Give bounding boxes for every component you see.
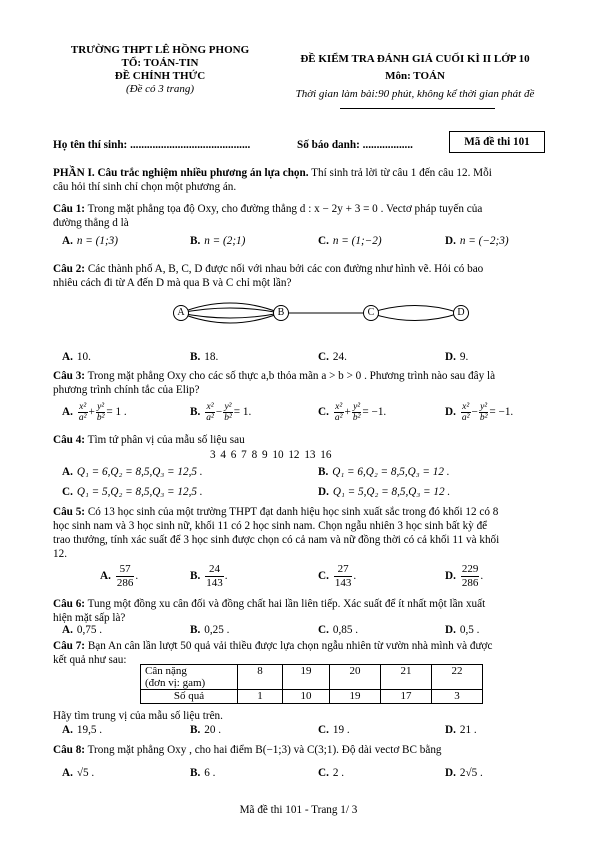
node-c: C bbox=[363, 305, 379, 321]
q5-option-b[interactable]: B. $\frac{24}{143}$ . bbox=[190, 563, 228, 589]
exam-code-box: Mã đề thi 101 bbox=[449, 131, 545, 153]
table-row bbox=[141, 690, 483, 704]
table-cell: 19 bbox=[330, 690, 381, 704]
node-d: D bbox=[453, 305, 469, 321]
q2-option-d[interactable]: D. 9. bbox=[445, 351, 469, 363]
q3-option-c[interactable]: C. $\frac{\text{x²}}{\text{a²}}$ + $\frac{\text{y²}}{\text{b²}}$ = −1. bbox=[318, 402, 387, 423]
table-cell: 8 bbox=[238, 665, 283, 690]
q6-option-a[interactable]: A. 0,75 . bbox=[62, 624, 103, 636]
department: TỔ: TOÁN-TIN bbox=[121, 57, 199, 69]
table-cell: 21 bbox=[381, 665, 432, 690]
q5-option-c[interactable]: C. $\frac{27}{143}$ . bbox=[318, 563, 357, 589]
subject: Môn: TOÁN bbox=[385, 70, 445, 82]
q1-option-c[interactable]: C. n = (1;−2) bbox=[318, 235, 382, 247]
q6-option-c[interactable]: C. 0,85 . bbox=[318, 624, 359, 636]
node-b: B bbox=[273, 305, 289, 321]
question-7: Câu 7: Bạn An cân lần lượt 50 quả vải thiều được lựa chọn ngẫu nhiên từ vườn nhà mình và được kết quả như sau: bbox=[53, 640, 493, 666]
q7-prompt: Hãy tìm trung vị của mẫu số liệu trên. bbox=[53, 710, 223, 722]
q8-option-d[interactable]: D. 2√5 . bbox=[445, 767, 483, 779]
header-divider bbox=[340, 108, 495, 109]
table-cell: 20 bbox=[330, 665, 381, 690]
table-header-cell: Cân nặng (đơn vị: gam) bbox=[141, 665, 238, 690]
exam-time: Thời gian làm bài:90 phút, không kể thời gian phát đề bbox=[295, 88, 535, 100]
q5-option-a[interactable]: A. $\frac{57}{286}$ . bbox=[100, 563, 139, 589]
question-4: Câu 4: Tìm tứ phân vị của mẫu số liệu sau bbox=[53, 434, 245, 446]
question-3: Câu 3: Trong mặt phẳng Oxy cho các số thực a,b thỏa mãn a > b > 0 . Phương trình nào sau đây là phương trình chính tắc của Elip? bbox=[53, 370, 496, 396]
page-footer: Mã đề thi 101 - Trang 1/ 3 bbox=[239, 804, 358, 816]
candidate-id-label: Số báo danh: .................. bbox=[297, 139, 413, 151]
exam-title: ĐỀ KIỂM TRA ĐÁNH GIÁ CUỐI KÌ II LỚP 10 bbox=[300, 53, 530, 65]
part1-intro: PHẦN I. Câu trắc nghiệm nhiều phương án lựa chọn. Thí sinh trả lời từ câu 1 đến câu 12. Mỗi câu hỏi thí sinh chỉ chọn một phương án. bbox=[53, 167, 492, 193]
table-cell: 22 bbox=[432, 665, 483, 690]
q2-option-c[interactable]: C. 24. bbox=[318, 351, 347, 363]
q1-option-d[interactable]: D. n = (−2;3) bbox=[445, 235, 509, 247]
road-ab-3 bbox=[180, 313, 280, 318]
q5-option-d[interactable]: D. $\frac{229}{286}$ . bbox=[445, 563, 484, 589]
table-row bbox=[141, 665, 483, 690]
q4-option-c[interactable]: C. Q₁ = 5,Q₂ = 8,5,Q₃ = 12,5 . bbox=[62, 486, 203, 498]
official-label: ĐỀ CHÍNH THỨC bbox=[114, 70, 206, 82]
question-6: Câu 6: Tung một đồng xu cân đối và đồng chất hai lần liên tiếp. Xác suất để ít nhất một lần xuất hiện mặt sấp là? bbox=[53, 598, 486, 624]
q6-option-b[interactable]: B. 0,25 . bbox=[190, 624, 230, 636]
table-cell: 1 bbox=[238, 690, 283, 704]
q4-option-b[interactable]: B. Q₁ = 6,Q₂ = 8,5,Q₃ = 12 . bbox=[318, 466, 450, 478]
q7-option-d[interactable]: D. 21 . bbox=[445, 724, 477, 736]
q3-option-d[interactable]: D. $\frac{\text{x²}}{\text{a²}}$ − $\frac{\text{y²}}{\text{b²}}$ = −1. bbox=[445, 402, 514, 423]
weight-table bbox=[140, 664, 483, 704]
q3-option-b[interactable]: B. $\frac{\text{x²}}{\text{a²}}$ − $\frac{\text{y²}}{\text{b²}}$ = 1. bbox=[190, 402, 252, 423]
q2-option-a[interactable]: A. 10. bbox=[62, 351, 91, 363]
candidate-name-label: Họ tên thí sinh: ........................................... bbox=[53, 139, 251, 151]
q8-option-a[interactable]: A. √5 . bbox=[62, 767, 95, 779]
q8-option-b[interactable]: B. 6 . bbox=[190, 767, 216, 779]
q6-option-d[interactable]: D. 0,5 . bbox=[445, 624, 480, 636]
node-a: A bbox=[173, 305, 189, 321]
question-8: Câu 8: Trong mặt phẳng Oxy , cho hai điểm B(−1;3) và C(3;1). Độ dài vectơ BC bằng bbox=[53, 744, 442, 756]
part1-title: PHẦN I. Câu trắc nghiệm nhiều phương án lựa chọn. bbox=[53, 167, 309, 179]
table-cell: 19 bbox=[283, 665, 330, 690]
road-ab-2 bbox=[180, 308, 280, 313]
table-cell: 10 bbox=[283, 690, 330, 704]
question-2: Câu 2: Các thành phố A, B, C, D được nối với nhau bởi các con đường như hình vẽ. Hỏi có bao nhiêu cách đi từ A đến D mà qua B và C chỉ một lần? bbox=[53, 263, 484, 289]
q7-option-c[interactable]: C. 19 . bbox=[318, 724, 350, 736]
road-cd-2 bbox=[370, 313, 460, 321]
page-count: (Đề có 3 trang) bbox=[125, 83, 195, 95]
q4-option-d[interactable]: D. Q₁ = 5,Q₂ = 8,5,Q₃ = 12 . bbox=[318, 486, 451, 498]
table-cell: 17 bbox=[381, 690, 432, 704]
table-cell: 3 bbox=[432, 690, 483, 704]
q1-option-a[interactable]: A. n = (1;3) bbox=[62, 235, 118, 247]
question-5: Câu 5: Có 13 học sinh của một trường THPT đạt danh hiệu học sinh xuất sắc trong đó khối 12 có 8 học sinh nam và 3 học sinh nữ, khối 11 có 2 học sinh nam. Chọn ngẫu nhiên 3 học sinh bất kỳ để trao thưởng, tính xác suất để 3 học sinh được chọn có cả nam và nữ đồng thời có cả khối 11 và khối 12. bbox=[53, 506, 500, 560]
road-cd-1 bbox=[370, 306, 460, 314]
q7-option-a[interactable]: A. 19,5 . bbox=[62, 724, 103, 736]
question-1: Câu 1: Trong mặt phẳng tọa độ Oxy, cho đường thẳng d : x − 2y + 3 = 0 . Vectơ pháp tuyến của đường thẳng d là bbox=[53, 203, 483, 229]
q4-data: 3 4 6 7 8 9 10 12 13 16 bbox=[210, 449, 332, 461]
q7-option-b[interactable]: B. 20 . bbox=[190, 724, 222, 736]
q4-option-a[interactable]: A. Q₁ = 6,Q₂ = 8,5,Q₃ = 12,5 . bbox=[62, 466, 203, 478]
school-name: TRƯỜNG THPT LÊ HỒNG PHONG bbox=[70, 44, 250, 56]
table-header-cell: Số quả bbox=[141, 690, 238, 704]
q3-option-a[interactable]: A. $\frac{\text{x²}}{\text{a²}}$ + $\frac{\text{y²}}{\text{b²}}$ = 1 . bbox=[62, 402, 127, 423]
q2-option-b[interactable]: B. 18. bbox=[190, 351, 219, 363]
q8-option-c[interactable]: C. 2 . bbox=[318, 767, 345, 779]
road-diagram bbox=[160, 298, 480, 328]
q1-option-b[interactable]: B. n = (2;1) bbox=[190, 235, 246, 247]
